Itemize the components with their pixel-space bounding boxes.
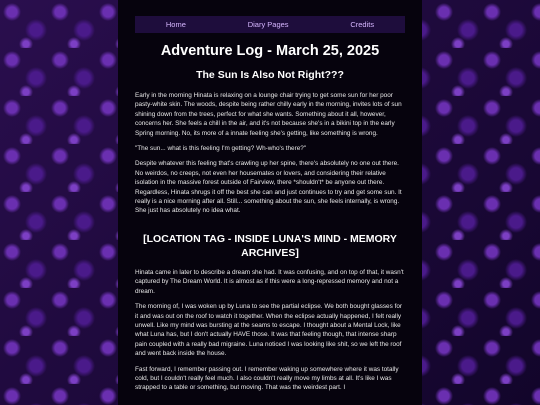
page-container [118,0,422,405]
location-tag-heading: [LOCATION TAG - INSIDE LUNA'S MIND - MEMORY ARCHIVES] [143,232,397,259]
nav-home-link[interactable]: Home [165,20,186,29]
paragraph: Hinata came in later to describe a dream she had. It was confusing, and on top of that, it wasn't captured by The Dream World. It is almost as if this were a long-repressed memory and not a dream. [135,268,404,295]
paragraph: Fast forward, I remember passing out. I remember waking up somewhere where it was totally cold, but I couldn't really feel much. I also couldn't really move my limbs at all. It's like I was strapped to a table or something, but moving. That was the weirdest part. I [135,365,399,392]
nav-diary-pages-link[interactable]: Diary Pages [247,20,289,29]
paragraph: Early in the morning Hinata is relaxing on a lounge chair trying to get some sun for her poor pasty-white skin. The woods, despite being rather chilly early in the morning, invites lots of sun shining down from the trees, perfect for what she wants. Something about it all, however, concerns her. She feels a chill in the air, and it's not because she's in a bikini top in the early Spring morning. No, its more of a innate feeling she's getting, like something is wrong. [135,92,402,137]
paragraph: "The sun... what is this feeling I'm getting? Wh-who's there?" [135,145,307,153]
page-title: Adventure Log - March 25, 2025 [160,43,380,59]
paragraph: The morning of, I was woken up by Luna to see the partial eclipse. We both bought glasses for it and was out on the roof to watch it together. When the eclipse actually happened, I felt really unwell. Like my mind was bursting at the seams to escape. I thought about a Mental Lock, like what Luna has, but I don't actually HAVE those. It was that feeling though, that intense sharp pain coupled with a really bad migraine. Luna noticed I was looking like shit, so we left the roof and went back inside the house. [135,303,403,358]
paragraph: Despite whatever this feeling that's crawling up her spine, there's absolutely no one out there. No weirdos, no creeps, not even her housemates or lovers, and considering their relative isolation in the massive forest outside of Fairview, there *shouldn't* be anyone out there. Regardless, Hinata shrugs it off the best she can and just continues to try and get some sun. It really is a nice morning after all. Still... something about the sun, she feels internally, is wrong. She just has absolutely no idea what. [135,160,402,215]
nav-credits-link[interactable]: Credits [350,20,375,29]
top-nav [135,16,405,33]
diary-content [118,43,422,393]
entry-subtitle: The Sun Is Also Not Right??? [196,69,344,81]
